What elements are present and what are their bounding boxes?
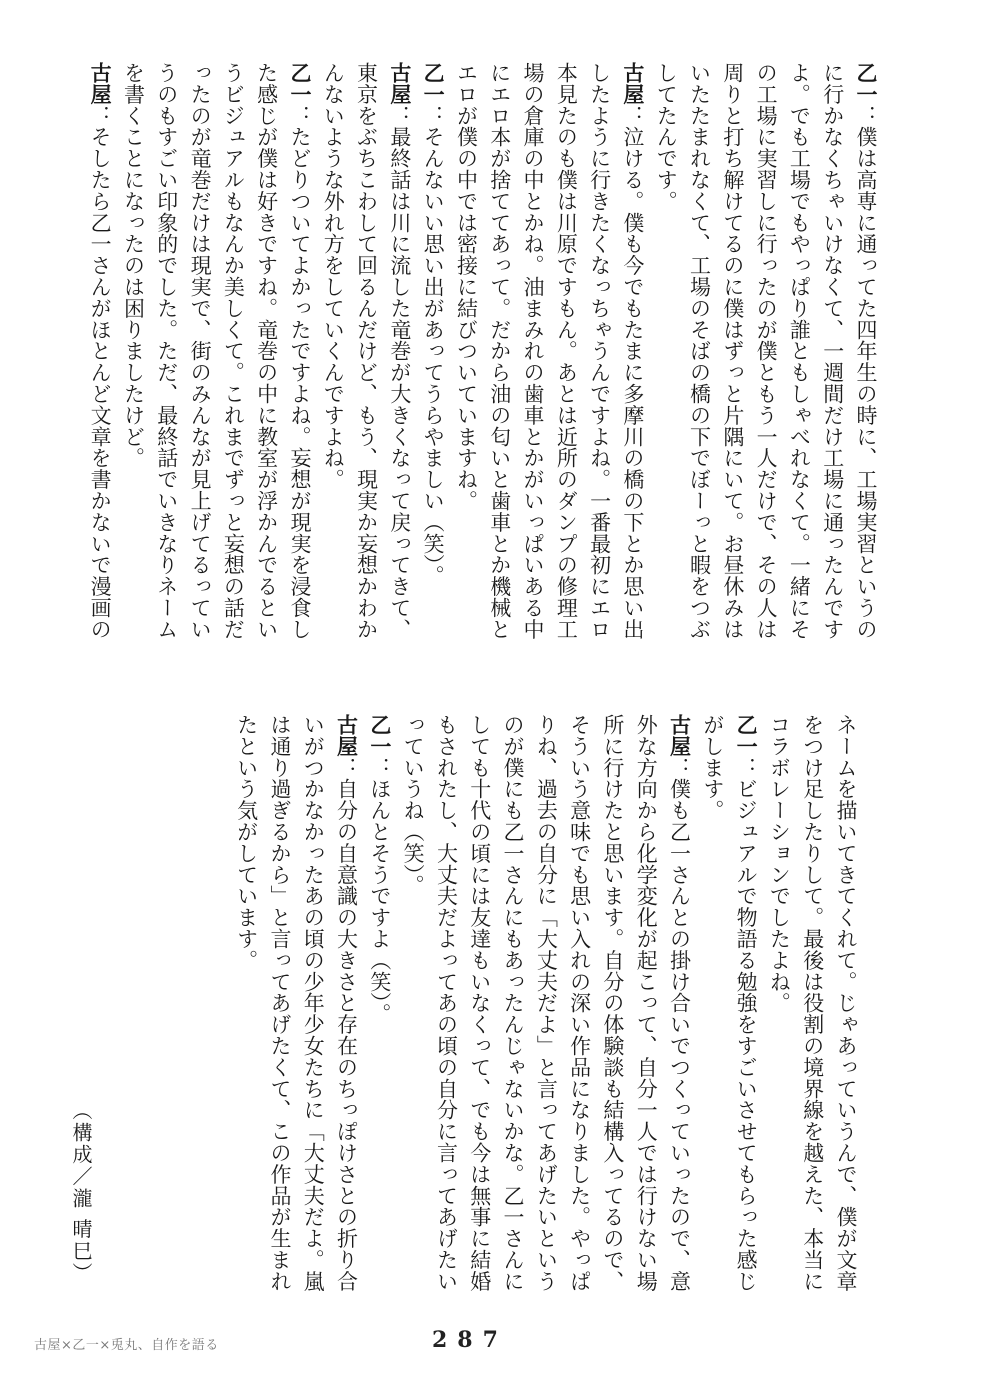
column-text: しても十代の頃には友達もいなくって、でも今は無事に結婚 bbox=[467, 714, 492, 1292]
column-text: そういう意味でも思い入れの深い作品になりました。やっぱ bbox=[567, 714, 592, 1292]
column-text: ネームを描いてきてくれて。じゃあっていうんで、僕が文章 bbox=[834, 714, 858, 1292]
text-column bbox=[249, 62, 282, 642]
text-column bbox=[416, 62, 449, 642]
column-text: を書くことになったのは困りましたけど。 bbox=[121, 62, 146, 469]
text-column bbox=[482, 62, 515, 642]
column-text: た感じが僕は好きですね。竜巻の中に教室が浮かんでるとい bbox=[254, 62, 279, 640]
column-text: のが僕にも乙一さんにもあったんじゃないかな。乙一さんに bbox=[501, 714, 526, 1292]
text-column bbox=[183, 62, 216, 642]
column-text: いがつかなかったあの頃の少年少女たちに「大丈夫だよ。嵐 bbox=[301, 714, 326, 1292]
text-column bbox=[682, 62, 715, 642]
text-column bbox=[383, 62, 416, 642]
text-column bbox=[782, 62, 815, 642]
text-column bbox=[449, 62, 482, 642]
text-column bbox=[283, 62, 316, 642]
column-text: してたんです。 bbox=[654, 62, 679, 212]
text-column bbox=[516, 62, 549, 642]
column-text: 東京をぶちこわして回るんだけど、もう、現実か妄想かわか bbox=[354, 62, 379, 640]
text-column bbox=[596, 714, 629, 1294]
text-column bbox=[696, 714, 729, 1294]
text-column bbox=[462, 714, 495, 1294]
text-column bbox=[363, 714, 396, 1294]
column-text: ：最終話は川に流した竜巻が大きくなって戻ってきて、 bbox=[387, 104, 412, 640]
text-column bbox=[662, 714, 695, 1294]
text-column bbox=[396, 714, 429, 1294]
speaker-label: 古屋 bbox=[88, 62, 113, 105]
column-text: ：ほんとそうですよ（笑）。 bbox=[367, 756, 392, 1025]
speaker-label: 古屋 bbox=[334, 714, 359, 757]
text-column bbox=[829, 714, 862, 1294]
text-column bbox=[729, 714, 762, 1294]
column-text: コラボレーションでしたよね。 bbox=[767, 714, 792, 1014]
speaker-label: 乙一 bbox=[854, 62, 878, 105]
column-text: したように行きたくなっちゃうんですよね。一番最初にエロ bbox=[587, 62, 612, 640]
text-column bbox=[429, 714, 462, 1294]
text-column bbox=[296, 714, 329, 1294]
text-column bbox=[629, 714, 662, 1294]
text-column bbox=[229, 714, 262, 1294]
text-column bbox=[316, 62, 349, 642]
page-number: 287 bbox=[432, 1327, 508, 1353]
column-text: りね、過去の自分に「大丈夫だよ」と言ってあげたいという bbox=[534, 714, 559, 1292]
speaker-label: 乙一 bbox=[287, 62, 312, 105]
column-text: ：そしたら乙一さんがほとんど文章を書かないで漫画の bbox=[88, 104, 113, 640]
column-text: 外な方向から化学変化が起こって、自分一人では行けない場 bbox=[634, 714, 659, 1292]
text-column bbox=[263, 714, 296, 1294]
column-text: の工場に実習しに行ったのが僕ともう一人だけで、その人は bbox=[754, 62, 779, 640]
column-text: もされたし、大丈夫だよってあの頃の自分に言ってあげたい bbox=[434, 714, 459, 1292]
speaker-label: 乙一 bbox=[421, 62, 446, 105]
text-column bbox=[83, 62, 116, 642]
text-column bbox=[329, 714, 362, 1294]
column-text: ：僕は高専に通ってた四年生の時に、工場実習というの bbox=[854, 104, 878, 640]
speaker-label: 古屋 bbox=[620, 62, 645, 105]
text-column bbox=[549, 62, 582, 642]
editorial-credit: （構成／瀧 晴巳） bbox=[69, 1100, 93, 1285]
column-text: んないような外れ方をしていくんですよね。 bbox=[321, 62, 346, 490]
column-text: たという気がしています。 bbox=[234, 714, 259, 971]
text-column bbox=[562, 714, 595, 1294]
column-text: うのもすごい印象的でした。ただ、最終話でいきなりネーム bbox=[154, 62, 179, 640]
text-column bbox=[815, 62, 848, 642]
column-text: いたたまれなくて、工場のそばの橋の下でぼーっと暇をつぶ bbox=[687, 62, 712, 640]
column-text: に行かなくちゃいけなくて、一週間だけ工場に通ったんです bbox=[820, 62, 845, 640]
text-column bbox=[749, 62, 782, 642]
column-text: は通り過ぎるから」と言ってあげたくて、この作品が生まれ bbox=[267, 714, 292, 1292]
column-text: ：泣ける。僕も今でもたまに多摩川の橋の下とか思い出 bbox=[620, 104, 645, 640]
text-column bbox=[649, 62, 682, 642]
column-text: ：そんないい思い出があってうらやましい（笑）。 bbox=[421, 104, 446, 587]
column-text: がします。 bbox=[700, 714, 725, 821]
column-text: ：僕も乙一さんとの掛け合いでつくっていったので、意 bbox=[667, 756, 692, 1292]
column-text: にエロ本が捨ててあって。だから油の匂いと歯車とか機械と bbox=[487, 62, 512, 640]
text-column bbox=[582, 62, 615, 642]
column-text: ：自分の自意識の大きさと存在のちっぽけさとの折り合 bbox=[334, 756, 359, 1292]
text-column bbox=[149, 62, 182, 642]
speaker-label: 古屋 bbox=[667, 714, 692, 757]
text-column bbox=[496, 714, 529, 1294]
text-column bbox=[849, 62, 882, 642]
text-column bbox=[216, 62, 249, 642]
column-text: 周りと打ち解けてるのに僕はずっと片隅にいて。お昼休みは bbox=[720, 62, 745, 640]
column-text: ：ビジュアルで物語る勉強をすごいさせてもらった感じ bbox=[734, 756, 759, 1292]
interview-text-lower bbox=[229, 714, 862, 1294]
column-text: 場の倉庫の中とかね。油まみれの歯車とかがいっぱいある中 bbox=[521, 62, 546, 640]
speaker-label: 乙一 bbox=[734, 714, 759, 757]
text-column bbox=[795, 714, 828, 1294]
text-column bbox=[716, 62, 749, 642]
column-text: エロが僕の中では密接に結びついていますね。 bbox=[454, 62, 479, 512]
running-footer-title: 古屋×乙一×兎丸、自作を語る bbox=[34, 1338, 219, 1353]
column-text: っていうね（笑）。 bbox=[401, 714, 426, 897]
column-text: 本見たのも僕は川原ですもん。あとは近所のダンプの修理工 bbox=[554, 62, 579, 640]
column-text: よ。でも工場でもやっぱり誰ともしゃべれなくて。一緒にそ bbox=[787, 62, 812, 640]
interview-text-upper bbox=[83, 62, 882, 642]
column-text: ったのが竜巻だけは現実で、街のみんなが見上げてるってい bbox=[188, 62, 213, 640]
speaker-label: 古屋 bbox=[387, 62, 412, 105]
text-column bbox=[616, 62, 649, 642]
column-text: ：たどりついてよかったですよね。妄想が現実を浸食し bbox=[287, 104, 312, 640]
column-text: 所に行けたと思います。自分の体験談も結構入ってるので、 bbox=[600, 714, 625, 1292]
text-column bbox=[349, 62, 382, 642]
speaker-label: 乙一 bbox=[367, 714, 392, 757]
column-text: をつけ足したりして。最後は役割の境界線を越えた、本当に bbox=[800, 714, 825, 1292]
text-column bbox=[116, 62, 149, 642]
text-column bbox=[762, 714, 795, 1294]
text-column bbox=[529, 714, 562, 1294]
column-text: うビジュアルもなんか美しくて。これまでずっと妄想の話だ bbox=[221, 62, 246, 640]
